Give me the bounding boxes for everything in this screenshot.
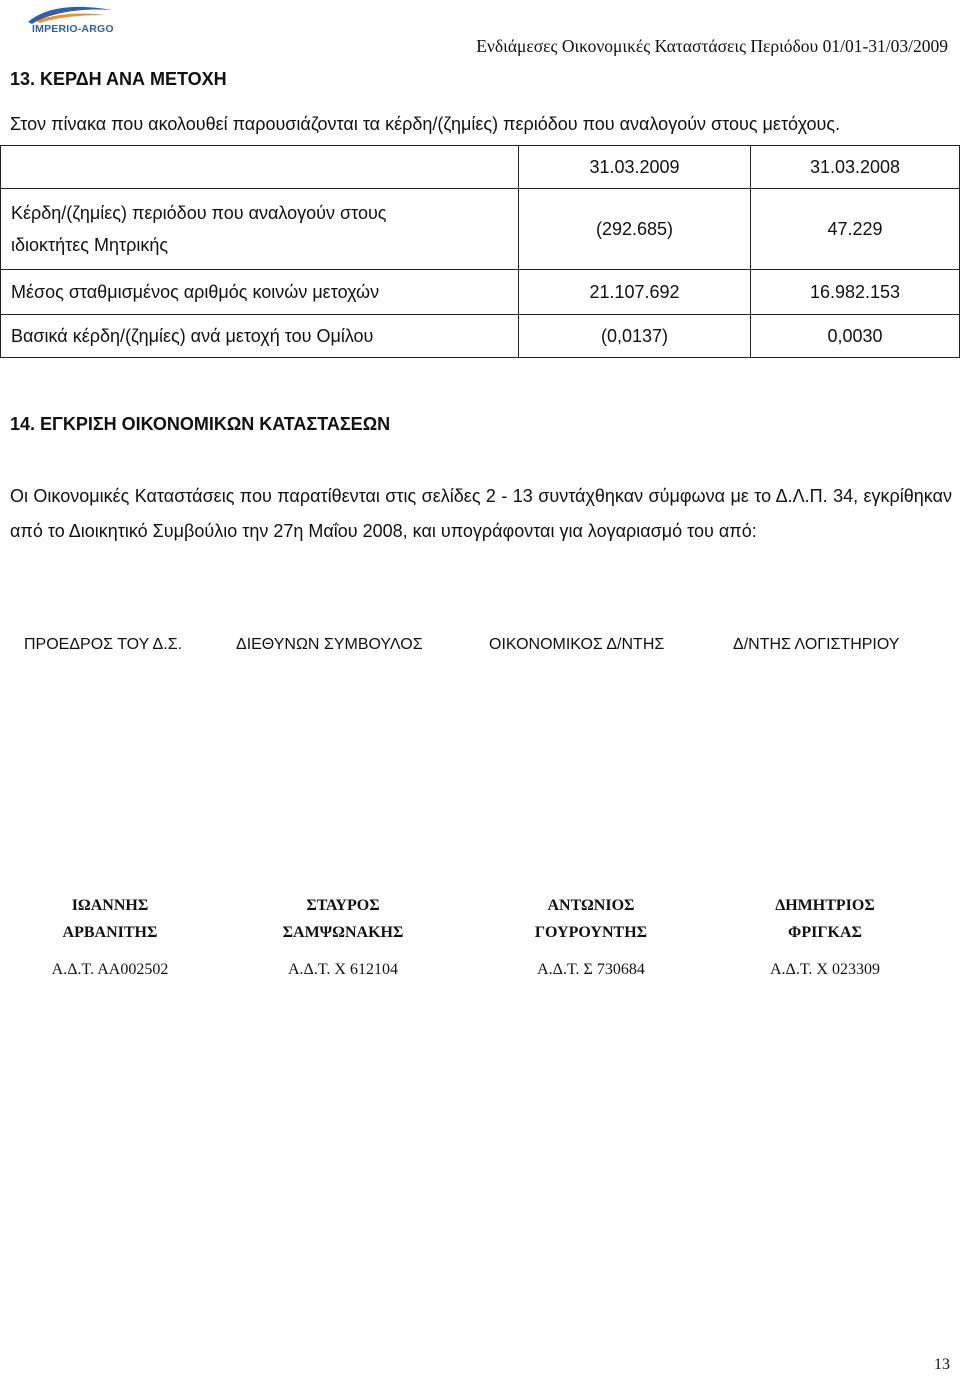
column-header-2008: 31.03.2008 [751,146,960,189]
table-row [1,270,960,315]
value-2009: 21.107.692 [519,270,751,315]
row-label [1,189,519,270]
signatory-id: Α.Δ.Τ. Χ 612104 [288,961,398,978]
signatory-name [30,892,190,946]
signatory-role: ΟΙΚΟΝΟΜΙΚΟΣ Δ/ΝΤΗΣ [489,636,665,653]
table-row [1,315,960,358]
row-label-line1: Κέρδη/(ζημίες) περιόδου που αναλογούν στους [11,203,387,223]
company-logo [22,4,122,42]
signatory-id: Α.Δ.Τ. ΑΑ002502 [51,961,169,978]
signatory-role: ΔΙΕΘΥΝΩΝ ΣΥΜΒΟΥΛΟΣ [236,636,423,653]
signatory-name [511,892,671,946]
signatory-last-name: ΓΟΥΡΟΥΝΤΗΣ [534,924,648,941]
row-label-line2: ιδιοκτήτες Μητρικής [11,235,168,255]
signatory-first-name: ΣΤΑΥΡΟΣ [306,897,380,914]
table-row [1,189,960,270]
section-14-title: 14. ΕΓΚΡΙΣΗ ΟΙΚΟΝΟΜΙΚΩΝ ΚΑΤΑΣΤΑΣΕΩΝ [10,414,391,434]
signatory-name [263,892,423,946]
section-13-intro: Στον πίνακα που ακολουθεί παρουσιάζονται τα κέρδη/(ζημίες) περιόδου που αναλογούν στους μετόχους. [10,114,841,134]
signatory-first-name: ΙΩΑΝΝΗΣ [71,897,149,914]
signatory-last-name: ΑΡΒΑΝΙΤΗΣ [62,924,158,941]
value-2009: (0,0137) [519,315,751,358]
value-2008: 47.229 [751,189,960,270]
signatory-role: ΠΡΟΕΔΡΟΣ ΤΟΥ Δ.Σ. [24,636,183,653]
signatory-first-name: ΑΝΤΩΝΙΟΣ [547,897,635,914]
approval-paragraph: Οι Οικονομικές Καταστάσεις που παρατίθενται στις σελίδες 2 - 13 συντάχθηκαν σύμφωνα με το Δ.Λ.Π. 34, εγκρίθηκαν από το Διοικητικό Συμβούλιο την 27η Μαΐου 2008, και υπογράφονται για λογαριασμό του από: [10,486,952,541]
table-header-row [1,146,960,189]
page-number: 13 [934,1356,950,1373]
column-header-2009: 31.03.2009 [519,146,751,189]
section-13-title: 13. ΚΕΡΔΗ ΑΝΑ ΜΕΤΟΧΗ [10,69,227,89]
signatory-name [745,892,905,946]
value-2008: 0,0030 [751,315,960,358]
row-label: Βασικά κέρδη/(ζημίες) ανά μετοχή του Ομίλου [1,315,519,358]
signatory-id: Α.Δ.Τ. Χ 023309 [770,961,880,978]
signatory-last-name: ΦΡΙΓΚΑΣ [788,924,862,941]
signatory-role: Δ/ΝΤΗΣ ΛΟΓΙΣΤΗΡΙΟΥ [733,636,900,653]
value-2008: 16.982.153 [751,270,960,315]
row-label: Μέσος σταθμισμένος αριθμός κοινών μετοχών [1,270,519,315]
value-2009: (292.685) [519,189,751,270]
signatory-last-name: ΣΑΜΨΩΝΑΚΗΣ [282,924,404,941]
earnings-per-share-table [0,145,960,358]
signatory-first-name: ΔΗΜΗΤΡΙΟΣ [775,897,875,914]
document-header-title: Ενδιάμεσες Οικονομικές Καταστάσεις Περιόδου 01/01-31/03/2009 [476,36,948,56]
logo-text: IMPERIO-ARGO [32,23,114,35]
table-header-empty [1,146,519,189]
signatory-id: Α.Δ.Τ. Σ 730684 [537,961,645,978]
